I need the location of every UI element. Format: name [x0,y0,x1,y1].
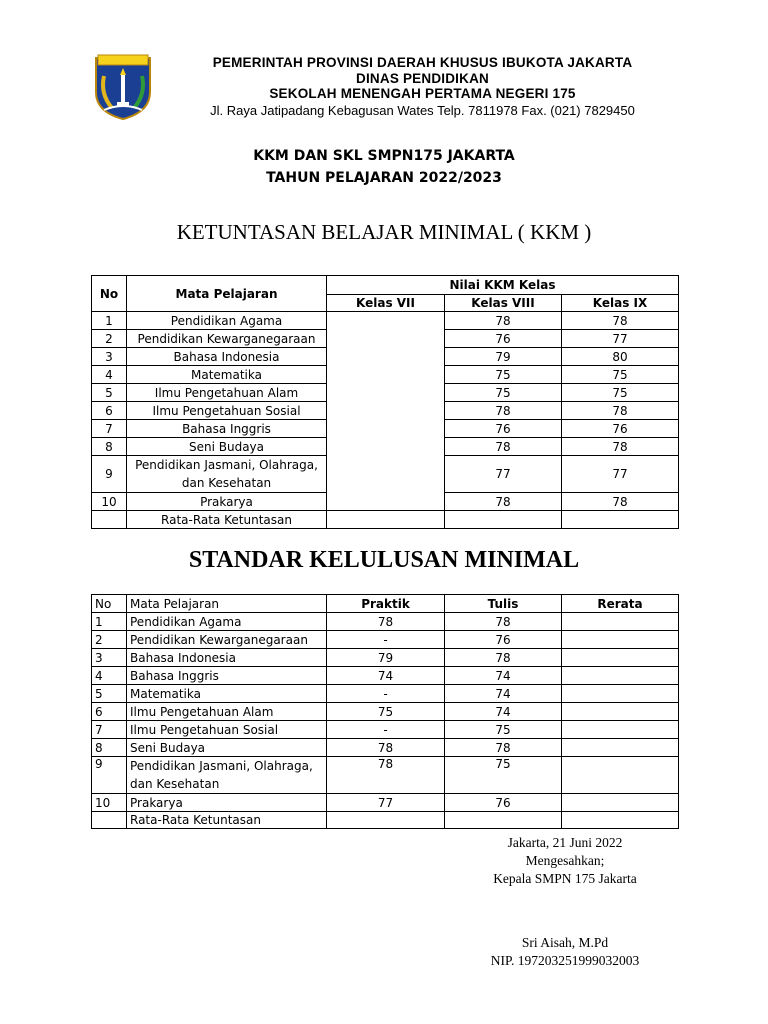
skl-cell-no: 8 [92,739,127,757]
kkm-cell-kelas-viii: 78 [445,402,562,420]
skl-cell-subject: Prakarya [127,794,327,812]
skl-cell-tulis: 78 [445,739,562,757]
letterhead-line1: PEMERINTAH PROVINSI DAERAH KHUSUS IBUKOTA JAKARTA [212,55,633,70]
kkm-cell-no: 10 [92,493,127,511]
kkm-cell-subject: Matematika [127,366,327,384]
kkm-cell-kelas-ix: 78 [562,438,679,456]
skl-cell-tulis: 74 [445,667,562,685]
kkm-cell-kelas-ix: 78 [562,402,679,420]
signature-place-date: Jakarta, 21 Juni 2022 [507,835,623,850]
skl-cell-praktik: - [327,631,445,649]
letterhead-address: Jl. Raya Jatipadang Kebagusan Wates Telp. 7811978 Fax. (021) 7829450 [210,102,635,118]
kkm-cell-no: 6 [92,402,127,420]
skl-footer-rerata [562,812,679,829]
document-title: KKM DAN SKL SMPN175 JAKARTA [253,148,515,164]
kkm-header-subject: Mata Pelajaran [127,276,327,312]
skl-cell-subject: Pendidikan Jasmani, Olahraga, dan Kesehatan [127,757,327,794]
kkm-section-title: KETUNTASAN BELAJAR MINIMAL ( KKM ) [176,220,592,244]
letterhead-line3: SEKOLAH MENENGAH PERTAMA NEGERI 175 [269,86,576,101]
kkm-cell-kelas-viii: 75 [445,366,562,384]
kkm-cell-kelas-ix: 80 [562,348,679,366]
kkm-cell-subject: Ilmu Pengetahuan Alam [127,384,327,402]
kkm-cell-kelas-viii: 78 [445,312,562,330]
skl-cell-praktik: 78 [327,739,445,757]
signature-approval: Mengesahkan; [525,853,605,868]
kkm-header-row [92,276,679,295]
kkm-cell-no: 7 [92,420,127,438]
kkm-cell-kelas-viii: 79 [445,348,562,366]
kkm-cell-no: 9 [92,456,127,493]
skl-header-no: No [92,595,127,613]
skl-cell-rerata [562,703,679,721]
kkm-cell-no: 5 [92,384,127,402]
kkm-footer-row [92,511,679,529]
skl-cell-praktik: - [327,685,445,703]
skl-cell-subject: Pendidikan Kewarganegaraan [127,631,327,649]
table-row [92,739,679,757]
skl-cell-tulis: 78 [445,613,562,631]
skl-cell-subject: Seni Budaya [127,739,327,757]
skl-cell-rerata [562,739,679,757]
skl-cell-tulis: 74 [445,703,562,721]
signature-space [460,888,670,934]
skl-cell-no: 3 [92,649,127,667]
kkm-footer-no [92,511,127,529]
kkm-cell-kelas-viii: 75 [445,384,562,402]
table-row [92,703,679,721]
signature-name: Sri Aisah, M.Pd [521,935,609,950]
skl-cell-tulis: 74 [445,685,562,703]
kkm-cell-kelas-viii: 78 [445,438,562,456]
skl-cell-subject: Bahasa Inggris [127,667,327,685]
skl-cell-rerata [562,721,679,739]
skl-table [91,594,679,829]
kkm-header-group: Nilai KKM Kelas [327,276,679,295]
letterhead-line2: DINAS PENDIDIKAN [356,70,489,86]
skl-cell-subject: Bahasa Indonesia [127,649,327,667]
skl-cell-praktik: - [327,721,445,739]
skl-cell-praktik: 75 [327,703,445,721]
skl-cell-rerata [562,631,679,649]
skl-footer-no [92,812,127,829]
kkm-footer-kelas-vii [327,511,445,529]
skl-header-rerata: Rerata [562,595,679,613]
document-subtitle: TAHUN PELAJARAN 2022/2023 [266,170,502,186]
skl-cell-tulis: 75 [445,721,562,739]
skl-cell-no: 7 [92,721,127,739]
kkm-cell-no: 1 [92,312,127,330]
kkm-header-kelas-ix: Kelas IX [562,295,679,312]
kkm-cell-subject: Bahasa Inggris [127,420,327,438]
skl-header-subject: Mata Pelajaran [127,595,327,613]
table-row [92,649,679,667]
kkm-header-no: No [92,276,127,312]
kkm-cell-kelas-viii: 77 [445,456,562,493]
kkm-cell-kelas-ix: 78 [562,312,679,330]
skl-section-title: STANDAR KELULUSAN MINIMAL [188,547,580,573]
kkm-cell-no: 4 [92,366,127,384]
table-row [92,794,679,812]
kkm-cell-subject: Prakarya [127,493,327,511]
skl-cell-no: 2 [92,631,127,649]
skl-cell-subject: Matematika [127,685,327,703]
signature-block [460,834,670,970]
skl-cell-praktik: 79 [327,649,445,667]
kkm-cell-subject: Pendidikan Jasmani, Olahraga, dan Kesehatan [127,456,327,493]
kkm-cell-kelas-ix: 78 [562,493,679,511]
skl-header-praktik: Praktik [327,595,445,613]
kkm-footer-kelas-ix [562,511,679,529]
kkm-header-kelas-vii: Kelas VII [327,295,445,312]
skl-header-row [92,595,679,613]
skl-cell-subject: Pendidikan Agama [127,613,327,631]
skl-cell-tulis: 78 [445,649,562,667]
skl-cell-rerata [562,757,679,794]
skl-footer-praktik [327,812,445,829]
skl-footer-row [92,812,679,829]
kkm-footer-kelas-viii [445,511,562,529]
skl-cell-subject: Ilmu Pengetahuan Sosial [127,721,327,739]
skl-header-tulis: Tulis [445,595,562,613]
skl-cell-no: 10 [92,794,127,812]
table-row [92,667,679,685]
skl-cell-praktik: 77 [327,794,445,812]
skl-cell-praktik: 78 [327,757,445,794]
skl-cell-no: 4 [92,667,127,685]
table-row [92,312,679,330]
kkm-cell-subject: Pendidikan Kewarganegaraan [127,330,327,348]
kkm-table [91,275,679,529]
skl-cell-no: 1 [92,613,127,631]
table-row [92,757,679,794]
kkm-cell-no: 2 [92,330,127,348]
signature-position: Kepala SMPN 175 Jakarta [493,871,637,886]
kkm-cell-kelas-ix: 77 [562,456,679,493]
letterhead [170,55,675,119]
kkm-cell-kelas-ix: 75 [562,384,679,402]
table-row [92,613,679,631]
skl-cell-tulis: 76 [445,631,562,649]
skl-cell-rerata [562,649,679,667]
kkm-cell-subject: Ilmu Pengetahuan Sosial [127,402,327,420]
kkm-cell-subject: Seni Budaya [127,438,327,456]
table-row [92,685,679,703]
kkm-cell-kelas-viii: 76 [445,420,562,438]
signature-nip: NIP. 197203251999032003 [490,953,640,968]
skl-cell-rerata [562,613,679,631]
skl-cell-rerata [562,667,679,685]
skl-cell-no: 9 [92,757,127,794]
kkm-cell-no: 3 [92,348,127,366]
kkm-cell-kelas-viii: 78 [445,493,562,511]
kkm-cell-kelas-vii-merged [327,312,445,511]
table-row [92,721,679,739]
skl-cell-tulis: 76 [445,794,562,812]
kkm-cell-kelas-viii: 76 [445,330,562,348]
skl-cell-subject: Ilmu Pengetahuan Alam [127,703,327,721]
kkm-cell-no: 8 [92,438,127,456]
skl-cell-rerata [562,685,679,703]
skl-footer-label: Rata-Rata Ketuntasan [127,812,327,829]
kkm-header-kelas-viii: Kelas VIII [445,295,562,312]
kkm-cell-subject: Pendidikan Agama [127,312,327,330]
jakarta-emblem-logo [92,52,154,120]
skl-cell-praktik: 78 [327,613,445,631]
skl-cell-praktik: 74 [327,667,445,685]
kkm-cell-kelas-ix: 76 [562,420,679,438]
skl-footer-tulis [445,812,562,829]
table-row [92,631,679,649]
kkm-footer-label: Rata-Rata Ketuntasan [127,511,327,529]
skl-cell-no: 6 [92,703,127,721]
kkm-cell-kelas-ix: 75 [562,366,679,384]
skl-cell-rerata [562,794,679,812]
skl-cell-no: 5 [92,685,127,703]
skl-cell-tulis: 75 [445,757,562,794]
kkm-cell-kelas-ix: 77 [562,330,679,348]
kkm-cell-subject: Bahasa Indonesia [127,348,327,366]
